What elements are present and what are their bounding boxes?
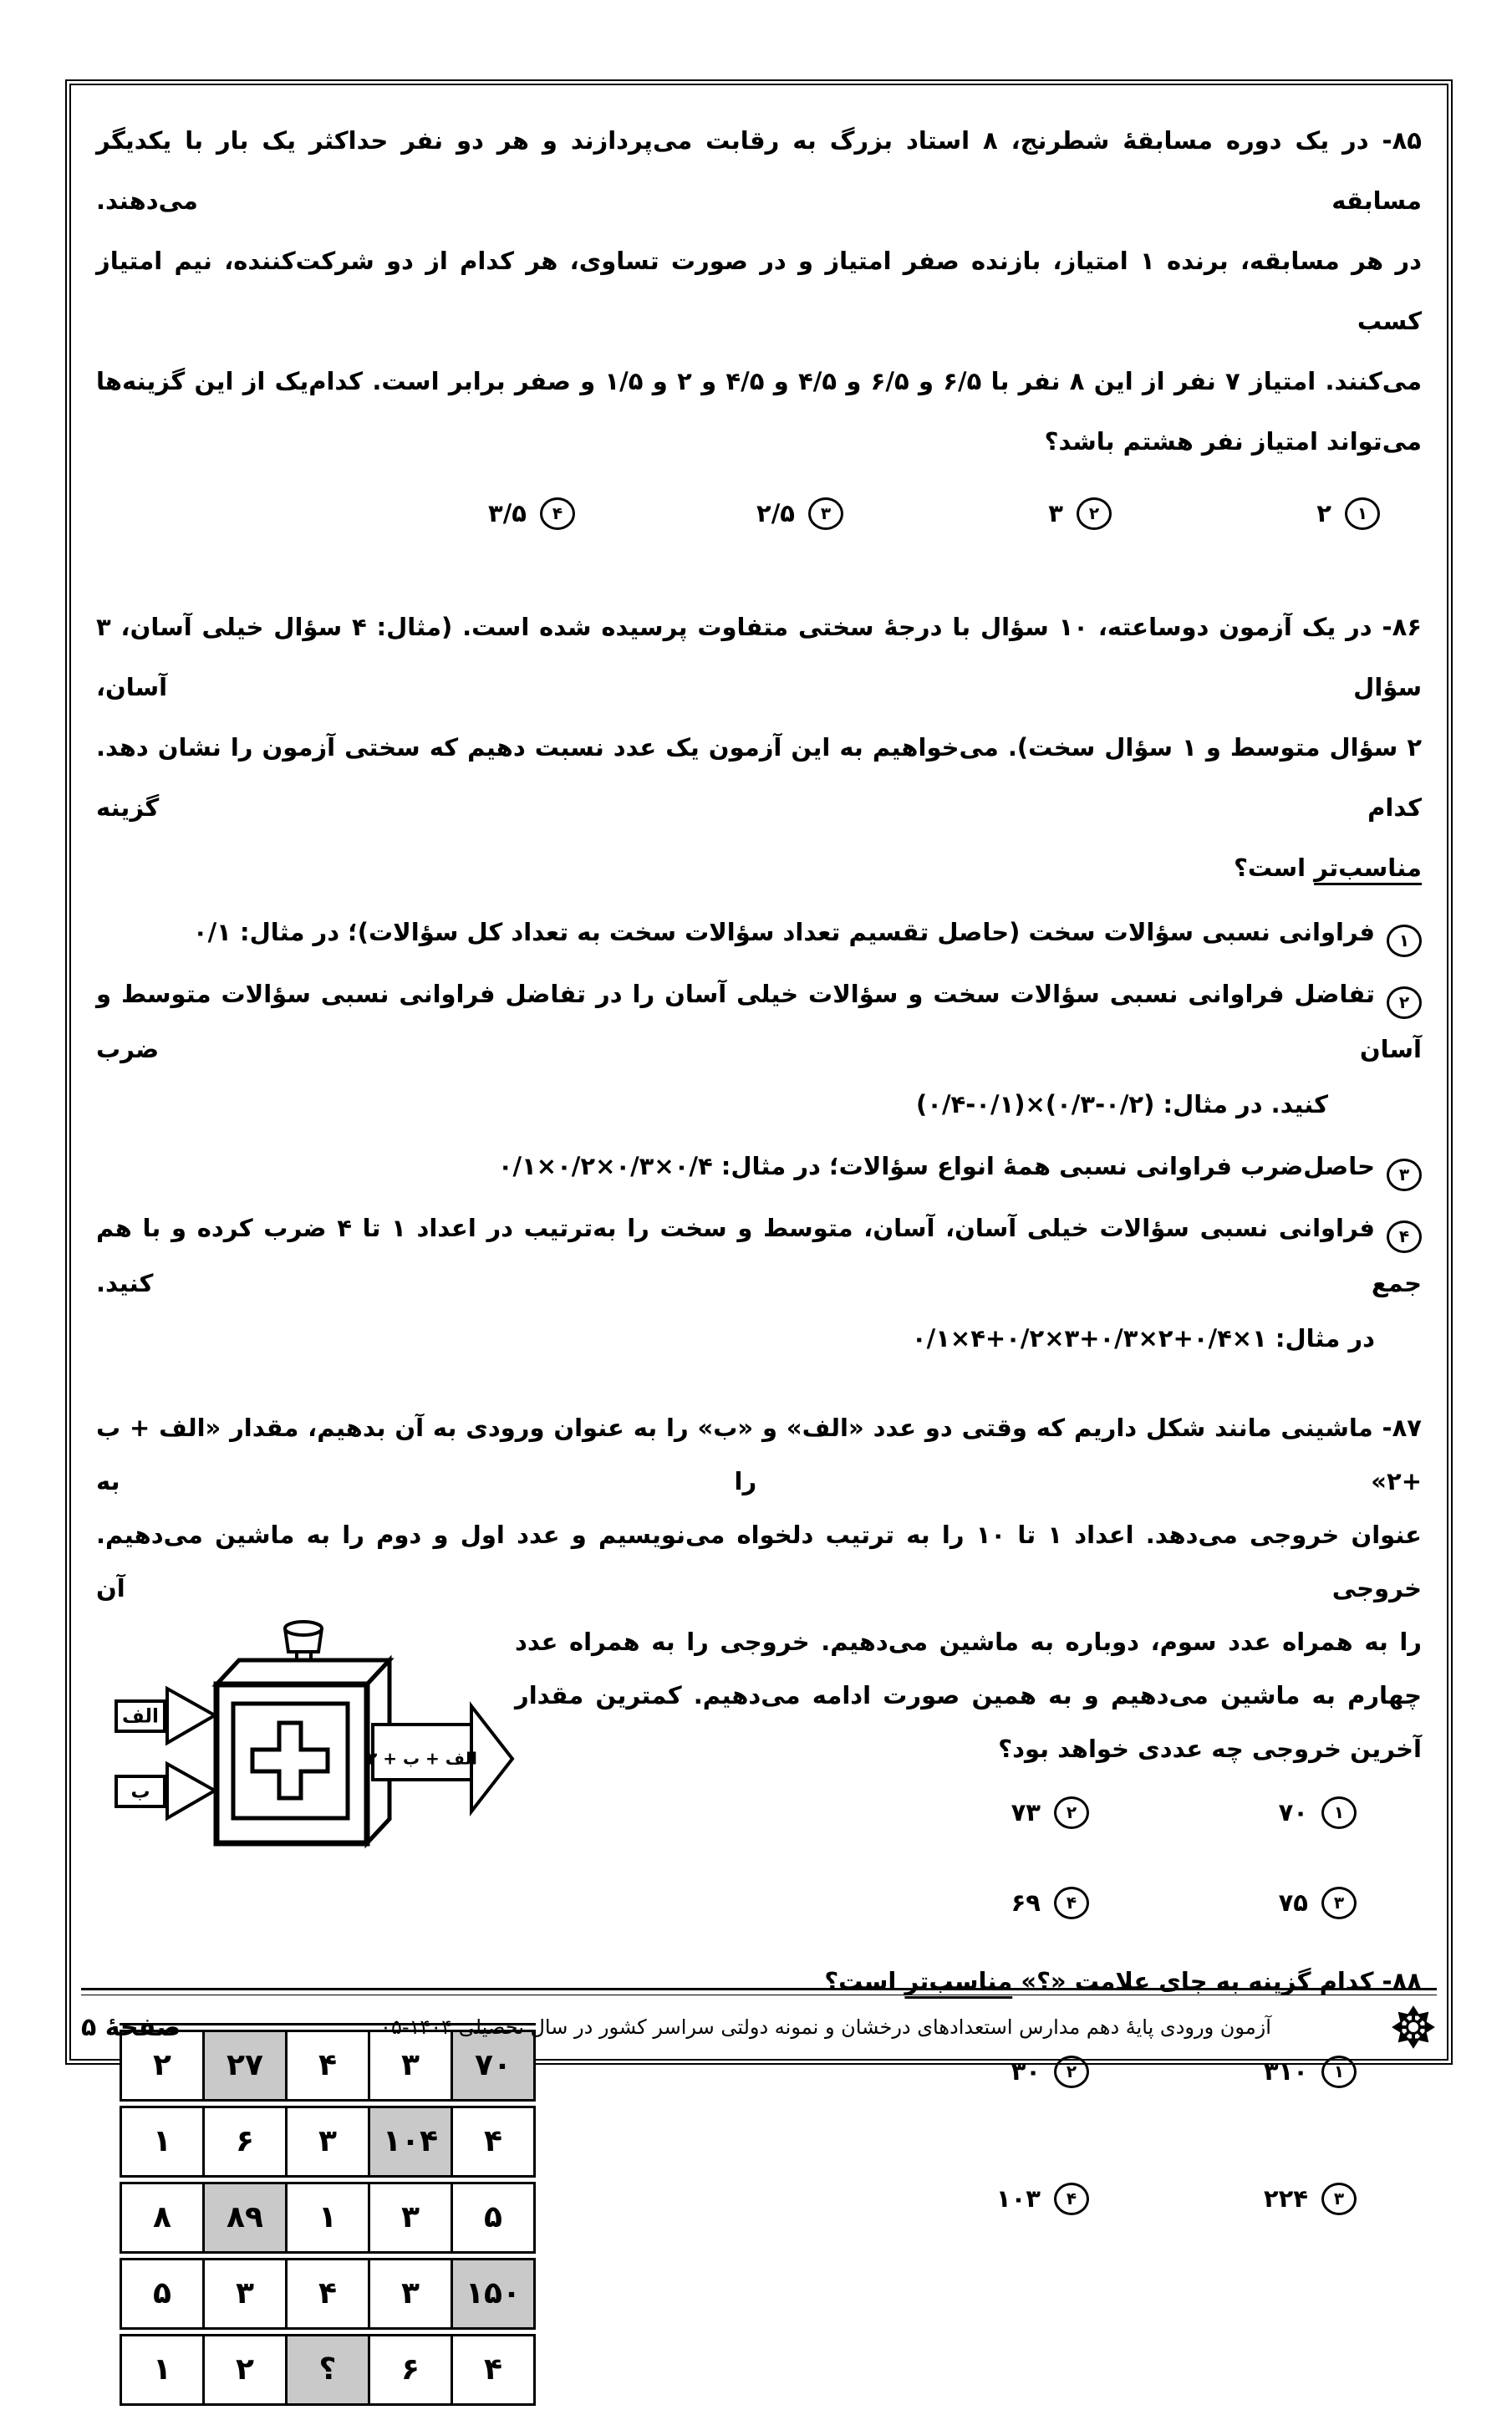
question-87-text: عنوان خروجی می‌دهد. اعداد ۱ تا ۱۰ را به ترتیب دلخواه می‌نویسیم و عدد اول و دوم را به ماشین می‌دهیم. خروجی آن bbox=[96, 1521, 1422, 1602]
question-88-text: است؟ bbox=[824, 1967, 905, 1995]
q87-option-4 bbox=[822, 1876, 1089, 1929]
option-value: ۷۵ bbox=[1278, 1888, 1308, 1917]
q88-option-3 bbox=[1089, 2168, 1357, 2229]
option-text: در مثال: bbox=[1266, 1324, 1375, 1353]
question-85-line bbox=[96, 411, 1422, 471]
question-85-text: ۸۵- در یک دوره مسابقهٔ شطرنج، ۸ استاد بزرگ به رقابت می‌پردازند و هر دو نفر حداکثر یک بار با یکدیگر مسابقه می‌دهند. bbox=[96, 126, 1422, 215]
option-number-badge: ۳ bbox=[1321, 2183, 1357, 2215]
option-text: فراوانی نسبی سؤالات سخت (حاصل تقسیم تعداد سؤالات سخت به تعداد کل سؤالات)؛ در مثال: bbox=[231, 918, 1375, 946]
table-row bbox=[120, 2334, 536, 2406]
option-number-badge: ۴ bbox=[1054, 1887, 1089, 1919]
option-value: ۷۳ bbox=[1011, 1798, 1041, 1827]
option-number-badge: ۴ bbox=[1387, 1220, 1422, 1253]
question-86-line bbox=[96, 597, 1422, 717]
table-cell: ۳ bbox=[370, 2032, 451, 2099]
page-border-frame bbox=[65, 79, 1453, 2387]
table-cell: ۵ bbox=[122, 2260, 202, 2327]
question-86-text: ۲ سؤال متوسط و ۱ سؤال سخت). می‌خواهیم به این آزمون یک عدد نسبت دهیم که سختی آزمون را نشان دهد. کدام گزینه bbox=[96, 733, 1423, 822]
output-label: الف + ب + ۲ bbox=[367, 1748, 477, 1769]
question-87-line bbox=[96, 1401, 1422, 1508]
input-b-arrow bbox=[167, 1764, 215, 1818]
q85-option-1 bbox=[1112, 483, 1380, 543]
table-cell: ۵ bbox=[453, 2184, 533, 2251]
question-86-line bbox=[96, 717, 1422, 838]
option-number-badge: ۱ bbox=[1387, 925, 1422, 957]
question-87-line bbox=[515, 1722, 1422, 1776]
table-cell: ؟ bbox=[288, 2336, 368, 2403]
q85-option-4 bbox=[307, 483, 575, 543]
question-85-line bbox=[96, 110, 1422, 231]
input-b-label: ب bbox=[130, 1781, 150, 1803]
table-cell: ۷۰ bbox=[453, 2032, 533, 2099]
option-value: ۳ bbox=[1048, 499, 1063, 527]
table-cell: ۳ bbox=[370, 2184, 451, 2251]
option-number-badge: ۴ bbox=[1054, 2183, 1089, 2215]
table-cell: ۶ bbox=[205, 2108, 285, 2175]
table-cell: ۴ bbox=[288, 2032, 368, 2099]
question-87-text: را به همراه عدد سوم، دوباره به ماشین می‌دهیم. خروجی را به همراه عدد bbox=[515, 1628, 1422, 1656]
option-number-badge: ۳ bbox=[808, 497, 843, 530]
table-row bbox=[120, 2258, 536, 2330]
table-cell: ۱۰۴ bbox=[370, 2108, 451, 2175]
option-text: حاصل‌ضرب فراوانی نسبی همهٔ انواع سؤالات؛ در مثال: bbox=[712, 1152, 1375, 1180]
q86-option-3 bbox=[96, 1139, 1422, 1194]
option-value: ۲۲۴ bbox=[1263, 2184, 1308, 2213]
question-88-options bbox=[552, 2041, 1422, 2229]
table-row bbox=[120, 2106, 536, 2178]
box-top-face bbox=[216, 1660, 389, 1684]
option-number-badge: ۲ bbox=[1054, 1796, 1089, 1829]
option-value: ۲/۵ bbox=[756, 499, 795, 527]
option-number-badge: ۱ bbox=[1321, 1796, 1357, 1829]
table-cell: ۱ bbox=[288, 2184, 368, 2251]
q86-option-1 bbox=[96, 904, 1422, 960]
question-87-text: ۸۷- ماشینی مانند شکل داریم که وقتی دو عدد «الف» و «ب» را به عنوان ورودی به آن بدهیم، مقدار «الف + ب +۲» را به bbox=[96, 1414, 1422, 1495]
question-85 bbox=[96, 110, 1422, 543]
question-85-line bbox=[96, 351, 1422, 411]
table-cell: ۳ bbox=[205, 2260, 285, 2327]
option-number-badge: ۲ bbox=[1054, 2056, 1089, 2088]
q86-option-2 bbox=[96, 966, 1422, 1132]
question-87-line bbox=[96, 1508, 1422, 1615]
question-87-text: چهارم به ماشین می‌دهیم و به همین صورت ادامه می‌دهیم. کمترین مقدار bbox=[515, 1681, 1422, 1709]
table-cell: ۲ bbox=[205, 2336, 285, 2403]
page-number: صفحهٔ ۵ bbox=[81, 2012, 181, 2042]
input-a-arrow bbox=[167, 1689, 215, 1743]
option-number-badge: ۳ bbox=[1321, 1887, 1357, 1919]
page-footer bbox=[81, 1988, 1437, 2051]
adding-machine-figure bbox=[97, 1620, 515, 1896]
option-value: ۳۱۰ bbox=[1263, 2057, 1308, 2086]
option-value: ۷۰ bbox=[1278, 1798, 1308, 1827]
question-85-text: می‌کنند. امتیاز ۷ نفر از این ۸ نفر با ۶/۵ و ۶/۵ و ۴/۵ و ۴/۵ و ۲ و ۱/۵ و صفر برابر است. کدام‌یک از این گزینه‌ها bbox=[96, 367, 1423, 395]
option-number-badge: ۳ bbox=[1387, 1159, 1422, 1191]
option-text: کنید. در مثال: bbox=[1154, 1090, 1328, 1118]
option-formula: ۰/۱ bbox=[192, 918, 232, 946]
option-text: تفاضل فراوانی نسبی سؤالات سخت و سؤالات خیلی آسان را در تفاضل فراوانی نسبی سؤالات متوسط و آسان ضرب bbox=[96, 980, 1422, 1063]
question-85-text: می‌تواند امتیاز نفر هشتم باشد؟ bbox=[1044, 427, 1422, 456]
question-85-options bbox=[96, 483, 1422, 543]
table-row bbox=[120, 2182, 536, 2254]
question-87-text: آخرین خروجی چه عددی خواهد بود؟ bbox=[998, 1735, 1422, 1763]
table-cell: ۳ bbox=[288, 2108, 368, 2175]
table-cell: ۱ bbox=[122, 2108, 202, 2175]
table-cell: ۴ bbox=[453, 2336, 533, 2403]
option-value: ۳۰ bbox=[1011, 2057, 1041, 2086]
table-cell: ۸۹ bbox=[205, 2184, 285, 2251]
table-cell: ۶ bbox=[370, 2336, 451, 2403]
input-a-label: الف bbox=[122, 1705, 159, 1728]
q85-option-3 bbox=[575, 483, 843, 543]
option-number-badge: ۴ bbox=[540, 497, 575, 530]
option-value: ۶۹ bbox=[1011, 1888, 1041, 1917]
option-formula: ۰/۱×۰/۲×۰/۳×۰/۴ bbox=[497, 1152, 713, 1180]
question-88-text: ۸۸- کدام گزینه به جای علامت «؟» bbox=[1012, 1967, 1422, 1995]
table-cell: ۲ bbox=[122, 2032, 202, 2099]
option-value: ۱۰۳ bbox=[995, 2184, 1041, 2213]
option-number-badge: ۲ bbox=[1077, 497, 1112, 530]
table-cell: ۸ bbox=[122, 2184, 202, 2251]
table-cell: ۱ bbox=[122, 2336, 202, 2403]
option-text: فراوانی نسبی سؤالات خیلی آسان، آسان، متوسط و سخت را به‌ترتیب در اعداد ۱ تا ۴ ضرب کرده و با هم جمع کنید. bbox=[96, 1214, 1422, 1297]
option-number-badge: ۱ bbox=[1321, 2056, 1357, 2088]
option-formula: (۰/۴-۰/۱)×(۰/۳-۰/۲) bbox=[916, 1090, 1155, 1118]
table-cell: ۳ bbox=[370, 2260, 451, 2327]
exam-title: آزمون ورودی پایهٔ دهم مدارس استعدادهای درخشان و نمونه دولتی سراسر کشور در سال تحصیلی ۱۴۰۴-۰۵ bbox=[380, 2015, 1271, 2039]
q87-option-2 bbox=[822, 1786, 1089, 1839]
question-85-line bbox=[96, 231, 1422, 351]
question-85-text: در هر مسابقه، برنده ۱ امتیاز، بازنده صفر امتیاز و در صورت تساوی، هر کدام از دو شرکت‌کننده، نیم امتیاز کسب bbox=[96, 247, 1422, 335]
underlined-keyword: مناسب‌تر bbox=[904, 1967, 1013, 1995]
q87-option-3 bbox=[1089, 1876, 1357, 1929]
option-number-badge: ۱ bbox=[1345, 497, 1380, 530]
underlined-keyword: مناسب‌تر bbox=[1314, 853, 1422, 882]
question-87-line bbox=[515, 1615, 1422, 1669]
number-puzzle-table bbox=[120, 2023, 536, 2410]
q88-option-4 bbox=[822, 2168, 1089, 2229]
question-86-text: ۸۶- در یک آزمون دوساعته، ۱۰ سؤال با درجهٔ سختی متفاوت پرسیده شده است. (مثال: ۴ سؤال خیلی آسان، ۳ سؤال آسان، bbox=[96, 613, 1422, 701]
question-87-line bbox=[515, 1669, 1422, 1722]
option-number-badge: ۲ bbox=[1387, 986, 1422, 1019]
option-value: ۳/۵ bbox=[488, 499, 527, 527]
table-cell: ۲۷ bbox=[205, 2032, 285, 2099]
eight-arrow-star-icon bbox=[1378, 2004, 1437, 2051]
question-87 bbox=[96, 1401, 1422, 1929]
table-cell: ۱۵۰ bbox=[453, 2260, 533, 2327]
input-b bbox=[116, 1764, 215, 1818]
input-a bbox=[116, 1689, 215, 1743]
question-87-options bbox=[515, 1786, 1422, 1929]
question-86-text: است؟ bbox=[1234, 853, 1315, 882]
question-86 bbox=[96, 597, 1422, 1366]
q86-option-4 bbox=[96, 1200, 1422, 1366]
table-cell: ۴ bbox=[453, 2108, 533, 2175]
footer-divider bbox=[81, 1988, 1437, 1995]
table-cell: ۴ bbox=[288, 2260, 368, 2327]
option-formula: ۰/۱×۴+۰/۲×۳+۰/۳×۲+۰/۴×۱ bbox=[911, 1324, 1267, 1353]
option-value: ۲ bbox=[1316, 499, 1331, 527]
q87-option-1 bbox=[1089, 1786, 1357, 1839]
question-86-line bbox=[96, 838, 1422, 898]
machine-diagram bbox=[96, 1615, 515, 1929]
q85-option-2 bbox=[843, 483, 1112, 543]
